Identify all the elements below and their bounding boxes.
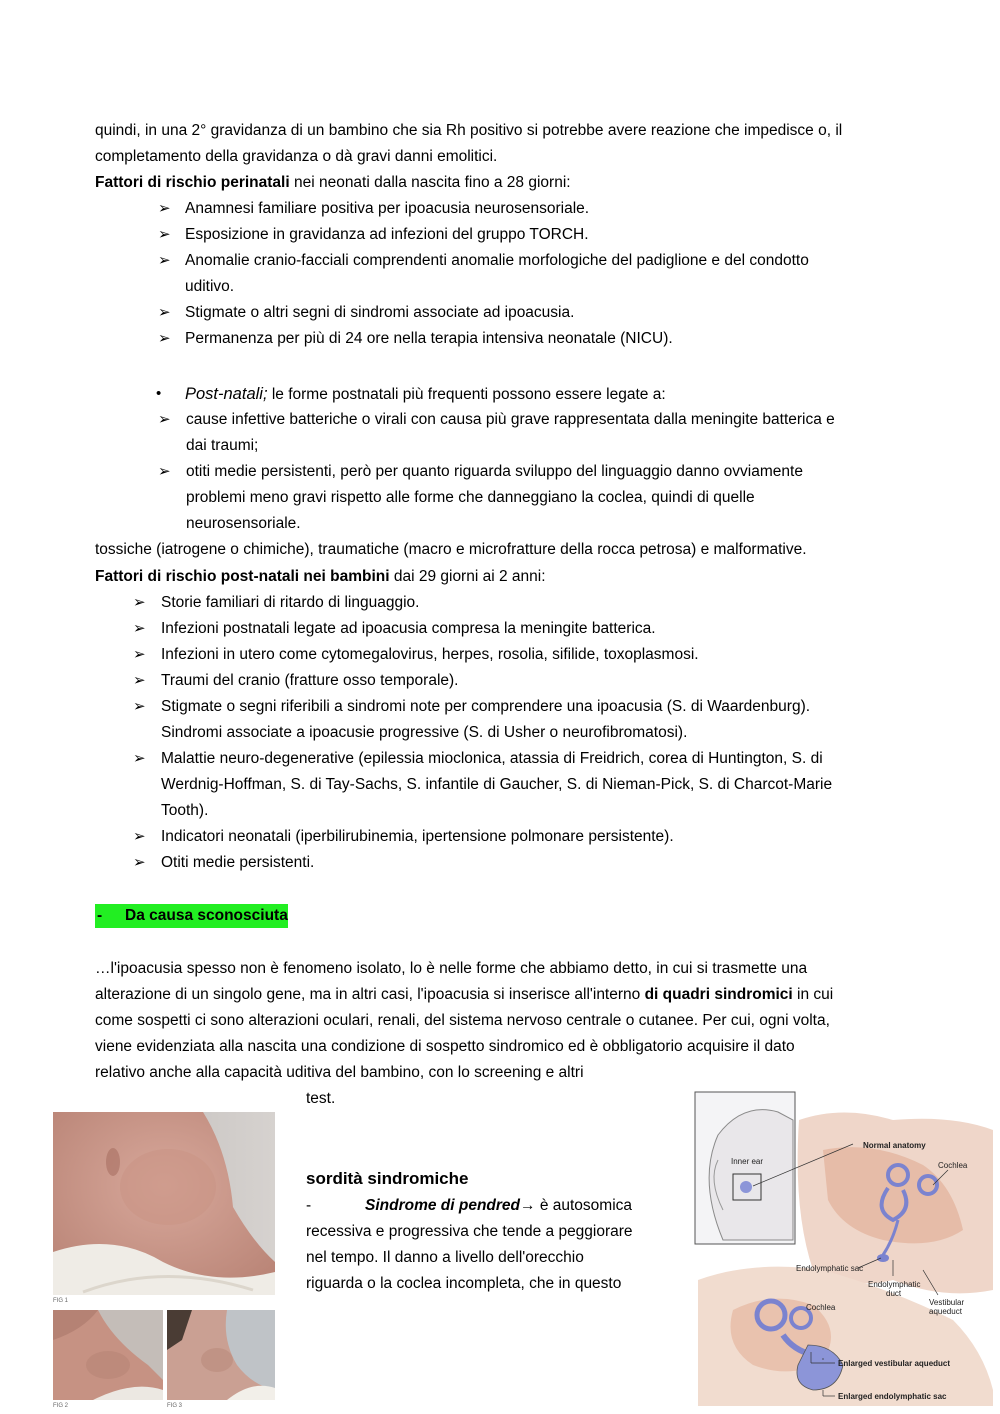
arrow-bullet-icon: ➢ <box>133 750 146 767</box>
arrow-bullet-icon: ➢ <box>133 698 146 715</box>
patient-neck-photo <box>53 1112 275 1295</box>
paragraph-line: relativo anche alla capacità uditiva del bambino, con lo screening e altri <box>95 1064 584 1081</box>
anatomy-label: Inner ear <box>731 1157 764 1166</box>
anatomy-label: Enlarged vestibular aqueduct <box>838 1359 951 1368</box>
anatomy-label: Normal anatomy <box>863 1141 926 1150</box>
syndrome-line: riguarda o la coclea incompleta, che in questo <box>306 1275 622 1292</box>
paragraph-line: come sospetti ci sono alterazioni oculari, renali, del sistema nervoso centrale o cutanee. Per cui, ogni volta, <box>95 1012 830 1029</box>
list-item: Stigmate o altri segni di sindromi associate ad ipoacusia. <box>185 304 575 321</box>
children-heading: Fattori di rischio post-natali nei bambini dai 29 giorni ai 2 anni: <box>95 568 546 585</box>
arrow-bullet-icon: ➢ <box>133 594 146 611</box>
list-item: Anomalie cranio-facciali comprendenti anomalie morfologiche del padiglione e del condotto <box>185 252 809 269</box>
perinatal-heading: Fattori di rischio perinatali nei neonati dalla nascita fino a 28 giorni: <box>95 174 571 191</box>
list-item: Traumi del cranio (fratture osso temporale). <box>161 672 459 689</box>
list-item: Storie familiari di ritardo di linguaggio. <box>161 594 420 611</box>
arrow-bullet-icon: ➢ <box>158 330 171 347</box>
list-item-continuation: Tooth). <box>161 802 209 819</box>
paragraph-line: …l'ipoacusia spesso non è fenomeno isolato, lo è nelle forme che abbiamo detto, in cui si trasmette una <box>95 960 808 977</box>
list-item: Stigmate o segni riferibili a sindromi note per comprendere una ipoacusia (S. di Waardenburg). <box>161 698 811 715</box>
paragraph-line: alterazione di un singolo gene, ma in altri casi, l'ipoacusia si inserisce all'interno di quadri sindromici in cui <box>95 986 834 1003</box>
list-item: Infezioni postnatali legate ad ipoacusia compresa la meningite batterica. <box>161 620 656 637</box>
list-item: Esposizione in gravidanza ad infezioni del gruppo TORCH. <box>185 226 589 243</box>
list-item-continuation: problemi meno gravi rispetto alle forme che danneggiano la coclea, quindi di quelle <box>186 489 755 506</box>
arrow-bullet-icon: ➢ <box>158 411 171 428</box>
list-item: Otiti medie persistenti. <box>161 854 315 871</box>
list-item: cause infettive batteriche o virali con causa più grave rappresentata dalla meningite batterica e <box>186 411 835 428</box>
list-item: Indicatori neonatali (iperbilirubinemia, ipertensione polmonare persistente). <box>161 828 674 845</box>
paragraph-line: test. <box>306 1090 336 1107</box>
arrow-bullet-icon: ➢ <box>133 828 146 845</box>
syndrome-line: nel tempo. Il danno a livello dell'orecchio <box>306 1249 584 1266</box>
anatomy-label: Endolymphatic sac <box>796 1264 864 1273</box>
anatomy-label: Enlarged endolymphatic sac <box>838 1392 947 1401</box>
arrow-bullet-icon: ➢ <box>158 252 171 269</box>
anatomy-label: Endolymphatic <box>868 1280 921 1289</box>
intro-line: completamento della gravidanza o dà gravi danni emolitici. <box>95 148 498 165</box>
list-item: Anamnesi familiare positiva per ipoacusia neurosensoriale. <box>185 200 590 217</box>
syndrome-line: recessiva e progressiva che tende a peggiorare <box>306 1223 633 1240</box>
list-item: Permanenza per più di 24 ore nella terapia intensiva neonatale (NICU). <box>185 330 673 347</box>
anatomy-label: duct <box>886 1289 902 1298</box>
syndrome-title-line: Sindrome di pendred→ è autosomica <box>365 1197 633 1214</box>
anatomy-label: Vestibular <box>929 1298 965 1307</box>
section-heading: sordità sindromiche <box>306 1169 469 1188</box>
figure-caption: FIG 2 <box>53 1403 69 1409</box>
arrow-bullet-icon: ➢ <box>133 646 146 663</box>
round-bullet-icon: • <box>156 385 162 402</box>
arrow-bullet-icon: ➢ <box>158 226 171 243</box>
right-arrow-icon: → <box>520 1197 536 1214</box>
anatomy-label: Cochlea <box>938 1161 968 1170</box>
arrow-bullet-icon: ➢ <box>158 304 171 321</box>
list-item-continuation: dai traumi; <box>186 437 259 454</box>
figure-caption: FIG 1 <box>53 1298 69 1304</box>
syndrome-dash: - <box>306 1197 312 1214</box>
list-item-continuation: neurosensoriale. <box>186 515 301 532</box>
inner-ear-anatomy-illustration <box>693 1090 993 1406</box>
arrow-bullet-icon: ➢ <box>158 200 171 217</box>
intro-line: quindi, in una 2° gravidanza di un bambino che sia Rh positivo si potrebbe avere reazione che impedisce o, il <box>95 122 843 139</box>
postnatal-bullet: Post-natali; le forme postnatali più frequenti possono essere legate a: <box>185 385 666 403</box>
anatomy-label: Cochlea <box>806 1303 836 1312</box>
patient-neck-photo <box>167 1310 275 1400</box>
list-item: Malattie neuro-degenerative (epilessia mioclonica, atassia di Freidrich, corea di Huntington, S. di <box>161 750 823 767</box>
patient-neck-photo <box>53 1310 163 1400</box>
list-item-continuation: Werdnig-Hoffman, S. di Tay-Sachs, S. infantile di Gaucher, S. di Nieman-Pick, S. di Charcot-Marie <box>161 776 833 793</box>
list-item-continuation: Sindromi associate a ipoacusie progressive (S. di Usher o neurofibromatosi). <box>161 724 688 741</box>
unknown-cause-dash: - <box>97 907 103 924</box>
list-item: Infezioni in utero come cytomegalovirus, herpes, rosolia, sifilide, toxoplasmosi. <box>161 646 699 663</box>
list-item: otiti medie persistenti, però per quanto riguarda sviluppo del linguaggio danno ovviamente <box>186 463 803 480</box>
unknown-cause-heading: Da causa sconosciuta <box>125 907 288 924</box>
paragraph-line: viene evidenziata alla nascita una condizione di sospetto sindromico ed è obbligatorio acquisire il dato <box>95 1038 795 1055</box>
arrow-bullet-icon: ➢ <box>133 620 146 637</box>
arrow-bullet-icon: ➢ <box>158 463 171 480</box>
list-item-continuation: uditivo. <box>185 278 235 295</box>
arrow-bullet-icon: ➢ <box>133 672 146 689</box>
body-line: tossiche (iatrogene o chimiche), traumatiche (macro e microfratture della rocca petrosa) e malformative. <box>95 541 807 558</box>
anatomy-label: aqueduct <box>929 1307 962 1316</box>
arrow-bullet-icon: ➢ <box>133 854 146 871</box>
figure-caption: FIG 3 <box>167 1403 183 1409</box>
